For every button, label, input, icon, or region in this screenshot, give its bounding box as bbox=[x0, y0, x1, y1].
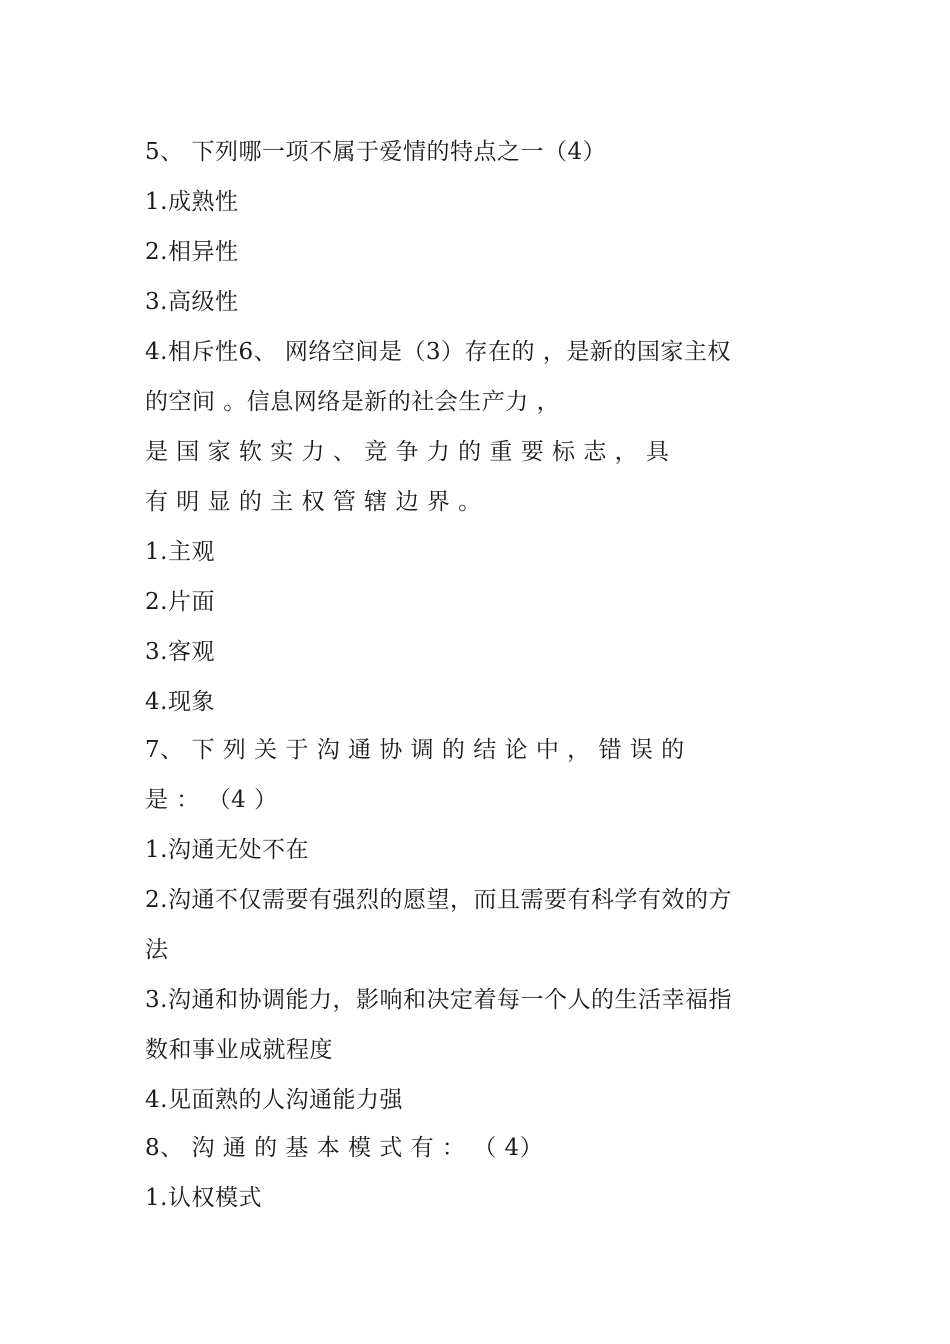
question-8-text: 8、 沟 通 的 基 本 模 式 有 ： （ 4） bbox=[145, 1135, 544, 1161]
q5-option-3: 3.高级性 bbox=[145, 289, 239, 315]
q5-option-1: 1.成熟性 bbox=[145, 189, 239, 215]
q6-option-1: 1.主观 bbox=[145, 539, 215, 565]
q7-option-1: 1.沟通无处不在 bbox=[145, 837, 309, 863]
q7-option-2: 2.沟通不仅需要有强烈的愿望，而且需要有科学有效的方 bbox=[145, 887, 732, 913]
q7-option-4: 4.见面熟的人沟通能力强 bbox=[145, 1087, 403, 1113]
q6-option-2: 2.片面 bbox=[145, 589, 215, 615]
q6-option-3: 3.客观 bbox=[145, 639, 215, 665]
question-7-text-line-2: 是 ： （4 ） bbox=[145, 787, 278, 813]
q7-option-3-cont: 数和事业成就程度 bbox=[145, 1037, 333, 1063]
q5-option-2: 2.相异性 bbox=[145, 239, 239, 265]
question-7-text: 7、 下 列 关 于 沟 通 协 调 的 结 论 中 ， 错 误 的 bbox=[145, 737, 685, 763]
question-6-text-line-3: 是 国 家 软 实 力 、 竞 争 力 的 重 要 标 志 ， 具 bbox=[145, 439, 670, 465]
q7-option-2-cont: 法 bbox=[145, 937, 169, 963]
q7-option-3: 3.沟通和协调能力，影响和决定着每一个人的生活幸福指 bbox=[145, 987, 732, 1013]
question-6-text-line-2: 的空间 。信息网络是新的社会生产力 ， bbox=[145, 389, 561, 415]
q5-option-4-and-question-6: 4.相斥性6、 网络空间是（3）存在的 ，是新的国家主权 bbox=[145, 339, 731, 365]
question-5-text: 5、 下列哪一项不属于爱情的特点之一（4） bbox=[145, 139, 607, 165]
q6-option-4: 4.现象 bbox=[145, 689, 215, 715]
question-6-text-line-4: 有 明 显 的 主 权 管 辖 边 界 。 bbox=[145, 489, 482, 515]
q8-option-1: 1.认权模式 bbox=[145, 1185, 262, 1211]
